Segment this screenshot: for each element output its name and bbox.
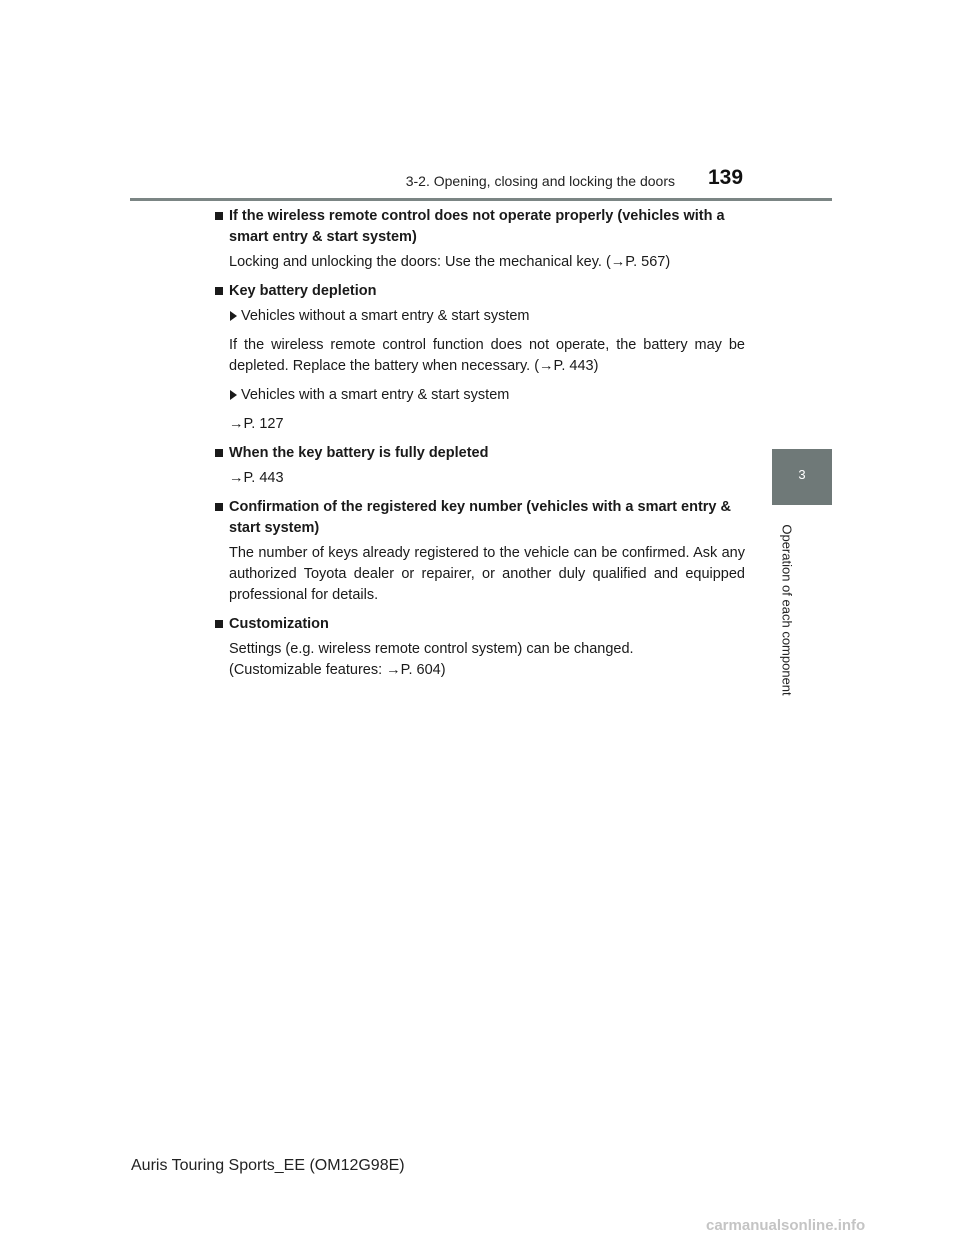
section-key-battery-depletion xyxy=(215,281,745,435)
section-heading-text: Key battery depletion xyxy=(229,283,377,299)
chapter-number: 3 xyxy=(798,467,806,482)
sub-bullet-text: Vehicles without a smart entry & start system xyxy=(241,308,530,324)
triangle-bullet-icon xyxy=(230,311,237,321)
section-heading xyxy=(215,206,745,248)
section-paragraph: The number of keys already registered to the vehicle can be confirmed. Ask any authorized Toyota dealer or repairer, or another duly qualified and equipped professional for details. xyxy=(229,545,745,603)
section-paragraph: (Customizable features: →P. 604) xyxy=(229,662,446,678)
sub-bullet xyxy=(215,306,745,327)
sub-bullet-text: Vehicles with a smart entry & start system xyxy=(241,387,510,403)
section-paragraph: →P. 443 xyxy=(229,470,284,486)
section-paragraph: →P. 127 xyxy=(229,416,284,432)
section-paragraph: Locking and unlocking the doors: Use the mechanical key. (→P. 567) xyxy=(229,254,671,270)
sub-bullet xyxy=(215,385,745,406)
main-content xyxy=(215,206,745,689)
square-bullet-icon xyxy=(215,503,223,511)
section-registered-key-number xyxy=(215,497,745,606)
square-bullet-icon xyxy=(215,287,223,295)
section-heading xyxy=(215,497,745,539)
square-bullet-icon xyxy=(215,212,223,220)
page-number: 139 xyxy=(708,166,744,189)
chapter-title: Operation of each component xyxy=(779,524,795,696)
section-paragraph: If the wireless remote control function does not operate, the battery may be depleted. Replace the battery when necessary. (→P. 443) xyxy=(229,337,745,374)
section-heading-text: Confirmation of the registered key number (vehicles with a smart entry & start system) xyxy=(229,499,731,536)
chapter-tab xyxy=(772,449,832,505)
footer-model: Auris Touring Sports_EE (OM12G98E) xyxy=(131,1157,405,1174)
section-heading xyxy=(215,614,745,635)
triangle-bullet-icon xyxy=(230,390,237,400)
square-bullet-icon xyxy=(215,449,223,457)
section-fully-depleted xyxy=(215,443,745,489)
watermark: carmanualsonline.info xyxy=(706,1217,866,1234)
square-bullet-icon xyxy=(215,620,223,628)
section-heading xyxy=(215,281,745,302)
section-heading-text: Customization xyxy=(229,616,329,632)
section-heading-text: If the wireless remote control does not operate properly (vehicles with a smart entry & start system) xyxy=(229,208,725,245)
section-heading-text: When the key battery is fully depleted xyxy=(229,445,489,461)
section-remote-not-operating xyxy=(215,206,745,273)
section-customization xyxy=(215,614,745,681)
section-paragraph: Settings (e.g. wireless remote control system) can be changed. xyxy=(229,641,634,657)
chapter-title-vertical xyxy=(776,516,798,704)
section-heading xyxy=(215,443,745,464)
header-rule xyxy=(130,198,832,201)
header-section-title: 3-2. Opening, closing and locking the doors xyxy=(405,173,675,189)
